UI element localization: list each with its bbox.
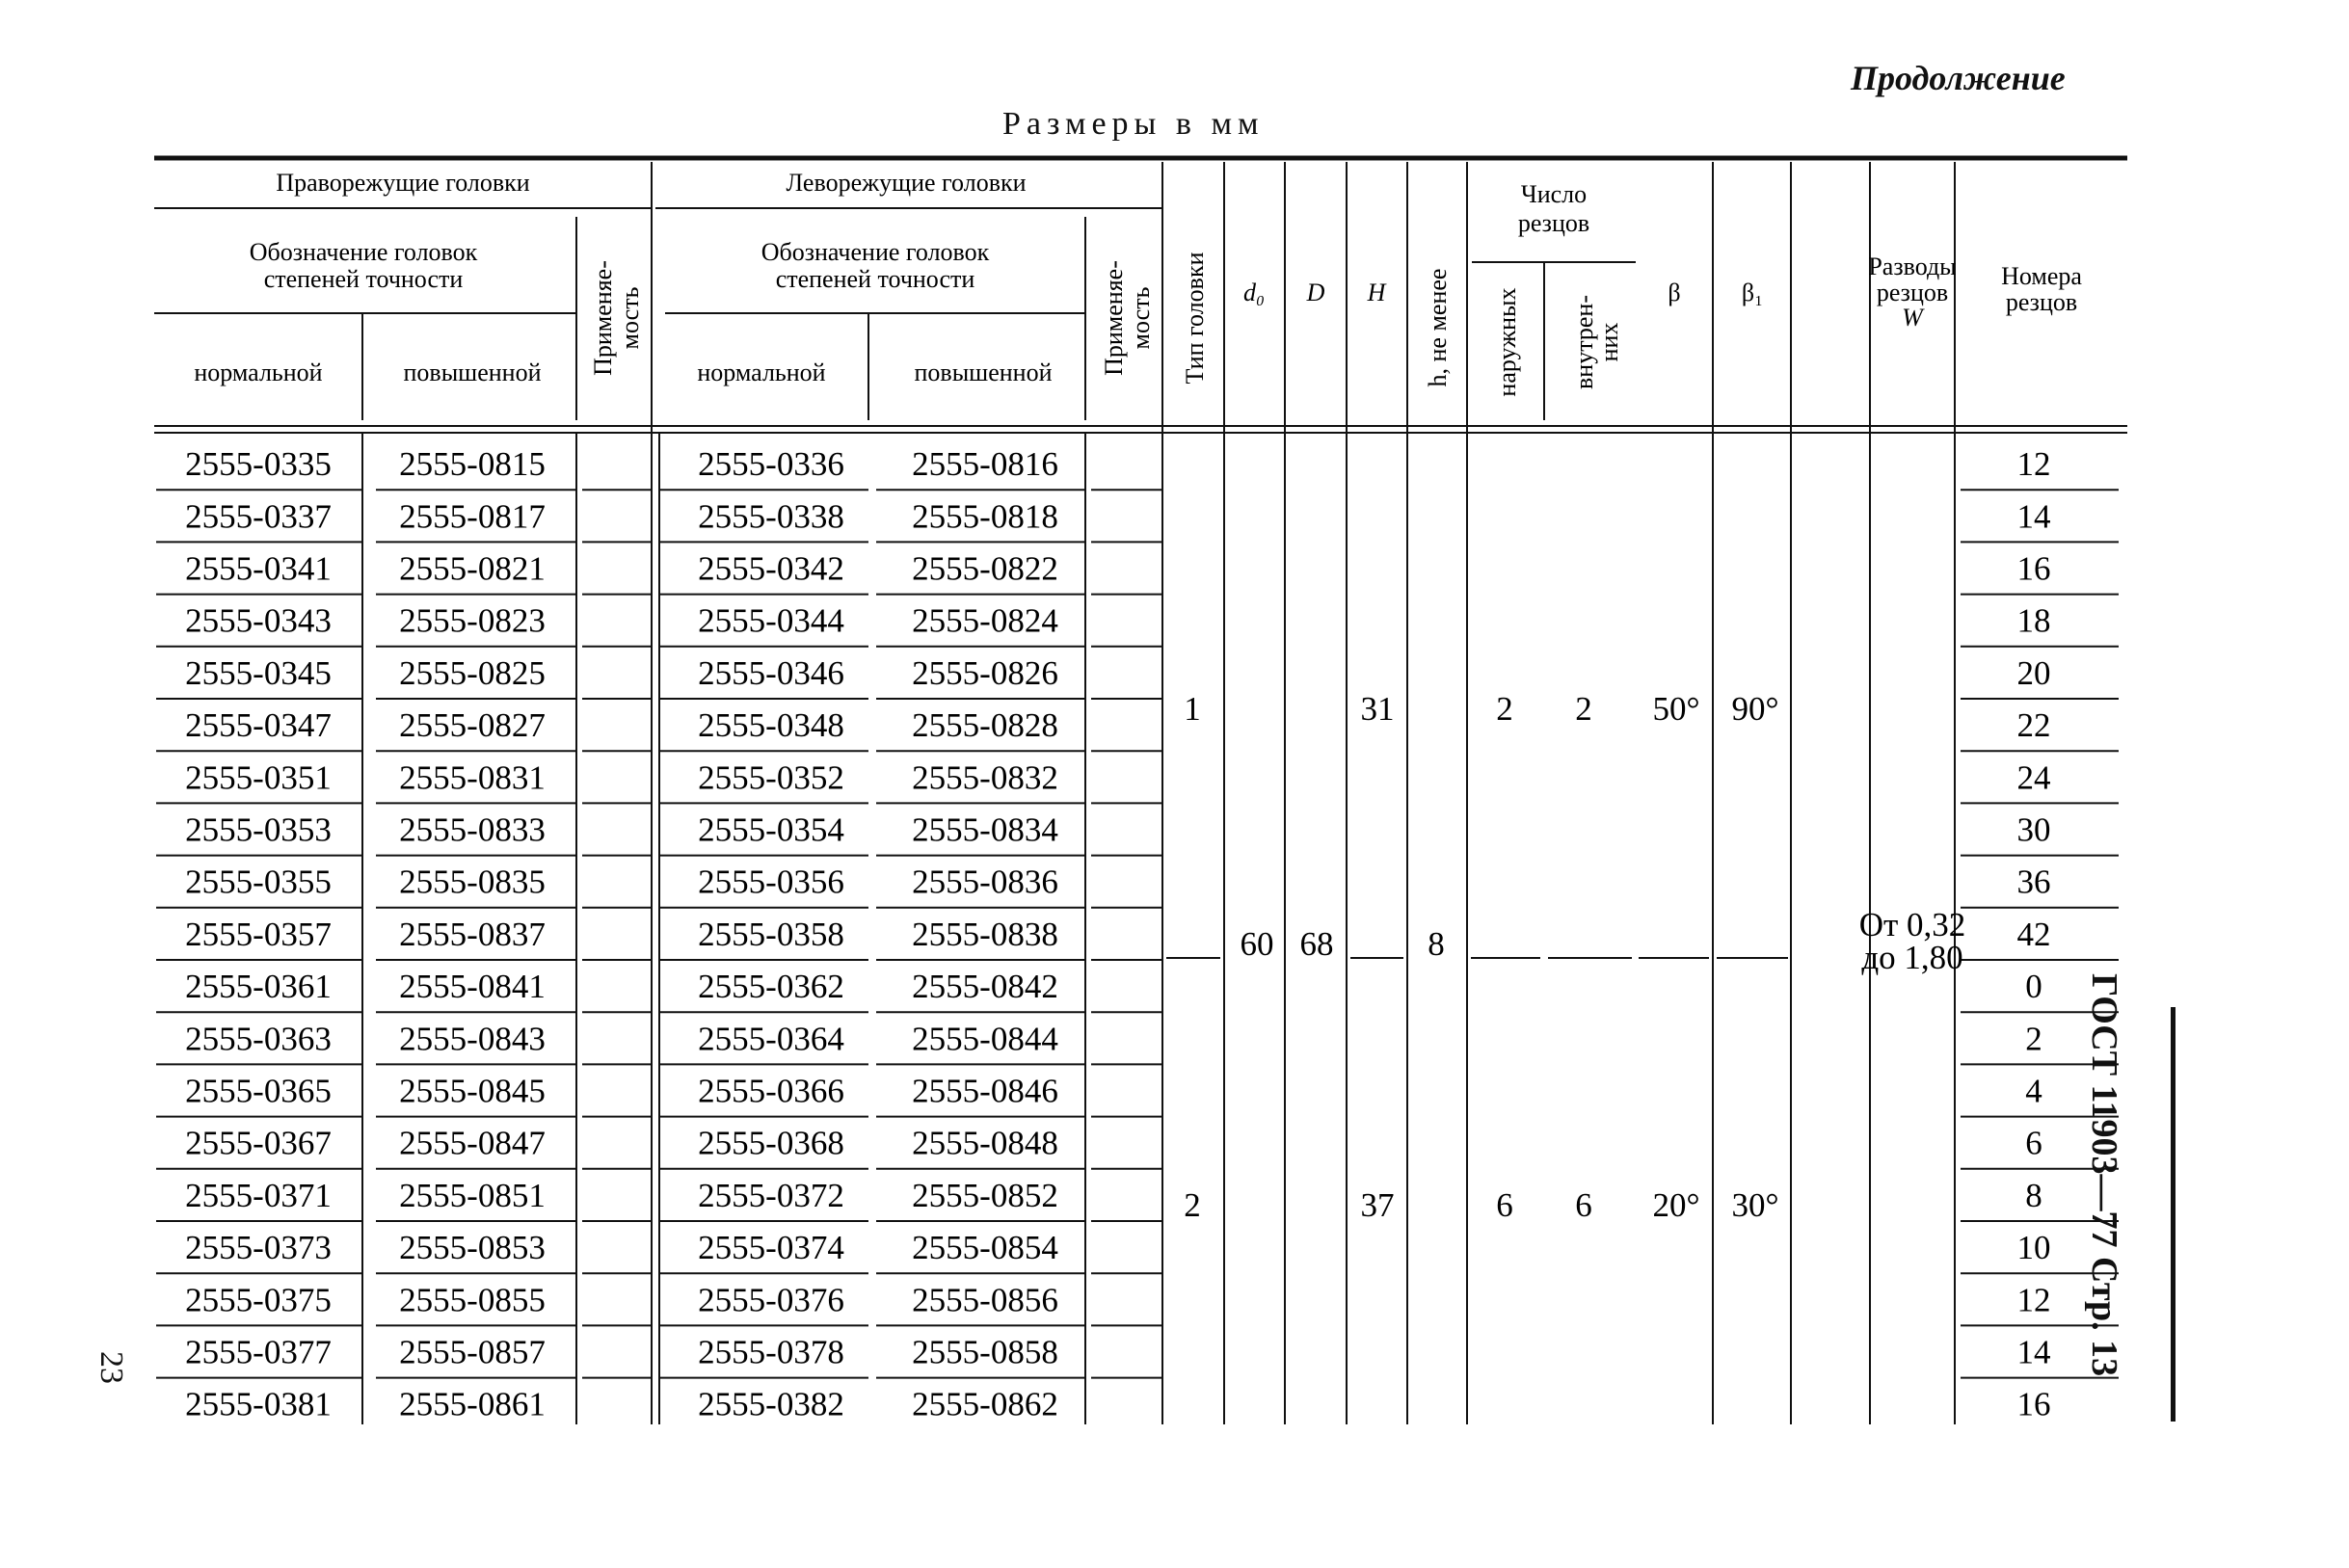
right-normal-code: 2555-0381 — [185, 1385, 332, 1423]
header-spread: W — [1902, 304, 1923, 332]
cutter-number: 20 — [2016, 653, 2051, 692]
header-right-heads: Праворежущие головки — [276, 169, 530, 197]
right-normal-code: 2555-0357 — [185, 915, 332, 953]
cutter-number: 10 — [2016, 1229, 2051, 1267]
h-value: 8 — [1428, 924, 1445, 963]
left-increased-code: 2555-0848 — [912, 1124, 1058, 1162]
header-applicability: мость — [616, 286, 644, 350]
cutter-number: 14 — [2016, 1333, 2051, 1371]
continuation-label: Продолжение — [1851, 59, 2066, 97]
header-numbers: Номера — [2001, 262, 2082, 290]
right-increased-code: 2555-0841 — [399, 968, 546, 1006]
table-body — [185, 445, 2050, 1423]
left-increased-code: 2555-0856 — [912, 1281, 1058, 1319]
cutter-number: 30 — [2016, 811, 2051, 849]
cutter-number: 2 — [2025, 1020, 2042, 1058]
left-increased-code: 2555-0846 — [912, 1072, 1058, 1110]
D-value: 68 — [1299, 924, 1334, 963]
left-increased-code: 2555-0852 — [912, 1176, 1058, 1214]
header-H: H — [1367, 279, 1386, 306]
right-increased-code: 2555-0855 — [399, 1281, 546, 1319]
left-normal-code: 2555-0354 — [698, 811, 844, 849]
header-applicability: Применяе- — [589, 260, 617, 376]
inner-count-value: 6 — [1575, 1185, 1592, 1224]
right-normal-code: 2555-0337 — [185, 497, 332, 536]
cutter-number: 22 — [2016, 706, 2051, 745]
left-increased-code: 2555-0826 — [912, 653, 1058, 692]
right-normal-code: 2555-0341 — [185, 549, 332, 588]
left-increased-code: 2555-0838 — [912, 915, 1058, 953]
height-H-value: 37 — [1360, 1185, 1395, 1224]
right-normal-code: 2555-0373 — [185, 1229, 332, 1267]
beta1-value: 90° — [1731, 690, 1779, 728]
head-type-value: 1 — [1184, 690, 1201, 728]
left-normal-code: 2555-0382 — [698, 1385, 844, 1423]
left-normal-code: 2555-0366 — [698, 1072, 844, 1110]
left-increased-code: 2555-0858 — [912, 1333, 1058, 1371]
left-normal-code: 2555-0338 — [698, 497, 844, 536]
right-normal-code: 2555-0367 — [185, 1124, 332, 1162]
left-increased-code: 2555-0818 — [912, 497, 1058, 536]
cutter-number: 4 — [2025, 1072, 2042, 1110]
header-degrees: степеней точности — [263, 265, 464, 293]
header-D: D — [1306, 279, 1325, 306]
right-increased-code: 2555-0837 — [399, 915, 546, 953]
left-normal-code: 2555-0346 — [698, 653, 844, 692]
height-H-value: 31 — [1360, 690, 1395, 728]
cutter-number: 6 — [2025, 1124, 2042, 1162]
gost-reference: ГОСТ 11903—77 Стр. 13 — [2084, 973, 2124, 1377]
outer-count-value: 6 — [1496, 1185, 1513, 1224]
header-normal: нормальной — [697, 359, 826, 386]
left-increased-code: 2555-0844 — [912, 1020, 1058, 1058]
right-normal-code: 2555-0335 — [185, 445, 332, 484]
right-increased-code: 2555-0835 — [399, 863, 546, 901]
right-normal-code: 2555-0371 — [185, 1176, 332, 1214]
header-designation: Обозначение головок — [761, 238, 990, 266]
left-normal-code: 2555-0348 — [698, 706, 844, 745]
header-increased: повышенной — [914, 359, 1053, 386]
head-type-value: 2 — [1184, 1185, 1201, 1224]
header-inner: них — [1595, 322, 1623, 362]
cutter-number: 12 — [2016, 1281, 2051, 1319]
left-normal-code: 2555-0364 — [698, 1020, 844, 1058]
cutter-number: 36 — [2016, 863, 2051, 901]
header-beta: β — [1668, 279, 1681, 306]
header-h-min: h, не менее — [1424, 268, 1452, 387]
header-beta1: β₁ — [1741, 279, 1764, 306]
right-normal-code: 2555-0355 — [185, 863, 332, 901]
outer-count-value: 2 — [1496, 690, 1513, 728]
right-increased-code: 2555-0847 — [399, 1124, 546, 1162]
left-normal-code: 2555-0356 — [698, 863, 844, 901]
header-head-type: Тип головки — [1181, 252, 1209, 385]
page-number: 23 — [93, 1351, 129, 1384]
cutter-number: 8 — [2025, 1176, 2042, 1214]
left-normal-code: 2555-0368 — [698, 1124, 844, 1162]
header-normal: нормальной — [194, 359, 323, 386]
inner-count-value: 2 — [1575, 690, 1592, 728]
left-normal-code: 2555-0362 — [698, 968, 844, 1006]
header-applicability: Применяе- — [1100, 260, 1128, 376]
right-increased-code: 2555-0821 — [399, 549, 546, 588]
cutter-number: 42 — [2016, 915, 2051, 953]
right-normal-code: 2555-0343 — [185, 601, 332, 640]
left-normal-code: 2555-0378 — [698, 1333, 844, 1371]
right-increased-code: 2555-0843 — [399, 1020, 546, 1058]
table-header — [194, 169, 2082, 397]
cutter-number: 14 — [2016, 497, 2051, 536]
right-increased-code: 2555-0861 — [399, 1385, 546, 1423]
left-increased-code: 2555-0834 — [912, 811, 1058, 849]
left-normal-code: 2555-0352 — [698, 758, 844, 797]
right-increased-code: 2555-0817 — [399, 497, 546, 536]
units-caption: Размеры в мм — [1002, 106, 1265, 142]
cutter-number: 12 — [2016, 445, 2051, 484]
right-increased-code: 2555-0853 — [399, 1229, 546, 1267]
right-increased-code: 2555-0827 — [399, 706, 546, 745]
right-normal-code: 2555-0377 — [185, 1333, 332, 1371]
beta-value: 20° — [1652, 1185, 1700, 1224]
right-increased-code: 2555-0845 — [399, 1072, 546, 1110]
right-normal-code: 2555-0363 — [185, 1020, 332, 1058]
left-normal-code: 2555-0342 — [698, 549, 844, 588]
header-numbers: резцов — [2005, 288, 2078, 316]
right-normal-code: 2555-0361 — [185, 968, 332, 1006]
right-normal-code: 2555-0375 — [185, 1281, 332, 1319]
d0-value: 60 — [1240, 924, 1274, 963]
header-spread: резцов — [1876, 279, 1949, 306]
left-normal-code: 2555-0344 — [698, 601, 844, 640]
spread-from-value: От 0,32 — [1858, 905, 1966, 943]
header-increased: повышенной — [403, 359, 542, 386]
left-increased-code: 2555-0842 — [912, 968, 1058, 1006]
right-increased-code: 2555-0815 — [399, 445, 546, 484]
cutter-number: 0 — [2025, 968, 2042, 1006]
left-normal-code: 2555-0336 — [698, 445, 844, 484]
left-increased-code: 2555-0832 — [912, 758, 1058, 797]
right-increased-code: 2555-0823 — [399, 601, 546, 640]
cutter-number: 16 — [2016, 549, 2051, 588]
left-increased-code: 2555-0862 — [912, 1385, 1058, 1423]
header-designation: Обозначение головок — [249, 238, 478, 266]
right-normal-code: 2555-0365 — [185, 1072, 332, 1110]
beta1-value: 30° — [1731, 1185, 1779, 1224]
cutter-number: 16 — [2016, 1385, 2051, 1423]
header-inner: внутрен- — [1570, 295, 1598, 389]
beta-value: 50° — [1652, 690, 1700, 728]
header-cutter-count: Число — [1520, 180, 1588, 208]
left-increased-code: 2555-0828 — [912, 706, 1058, 745]
right-normal-code: 2555-0353 — [185, 811, 332, 849]
left-normal-code: 2555-0374 — [698, 1229, 844, 1267]
header-spread: Разводы — [1868, 252, 1957, 280]
left-normal-code: 2555-0376 — [698, 1281, 844, 1319]
right-increased-code: 2555-0825 — [399, 653, 546, 692]
left-increased-code: 2555-0822 — [912, 549, 1058, 588]
right-increased-code: 2555-0833 — [399, 811, 546, 849]
left-normal-code: 2555-0372 — [698, 1176, 844, 1214]
header-cutter-count: резцов — [1517, 209, 1590, 237]
cutter-number: 24 — [2016, 758, 2051, 797]
right-increased-code: 2555-0857 — [399, 1333, 546, 1371]
left-increased-code: 2555-0824 — [912, 601, 1058, 640]
cutter-number: 18 — [2016, 601, 2051, 640]
right-normal-code: 2555-0351 — [185, 758, 332, 797]
header-d0: d₀ — [1242, 279, 1266, 306]
header-applicability: мость — [1127, 286, 1155, 350]
spread-to-value: до 1,80 — [1861, 938, 1963, 976]
right-increased-code: 2555-0851 — [399, 1176, 546, 1214]
left-increased-code: 2555-0854 — [912, 1229, 1058, 1267]
right-increased-code: 2555-0831 — [399, 758, 546, 797]
right-normal-code: 2555-0347 — [185, 706, 332, 745]
header-degrees: степеней точности — [775, 265, 975, 293]
left-normal-code: 2555-0358 — [698, 915, 844, 953]
left-increased-code: 2555-0836 — [912, 863, 1058, 901]
left-increased-code: 2555-0816 — [912, 445, 1058, 484]
header-outer: наружных — [1493, 287, 1521, 397]
header-left-heads: Леворежущие головки — [786, 169, 1027, 197]
right-normal-code: 2555-0345 — [185, 653, 332, 692]
